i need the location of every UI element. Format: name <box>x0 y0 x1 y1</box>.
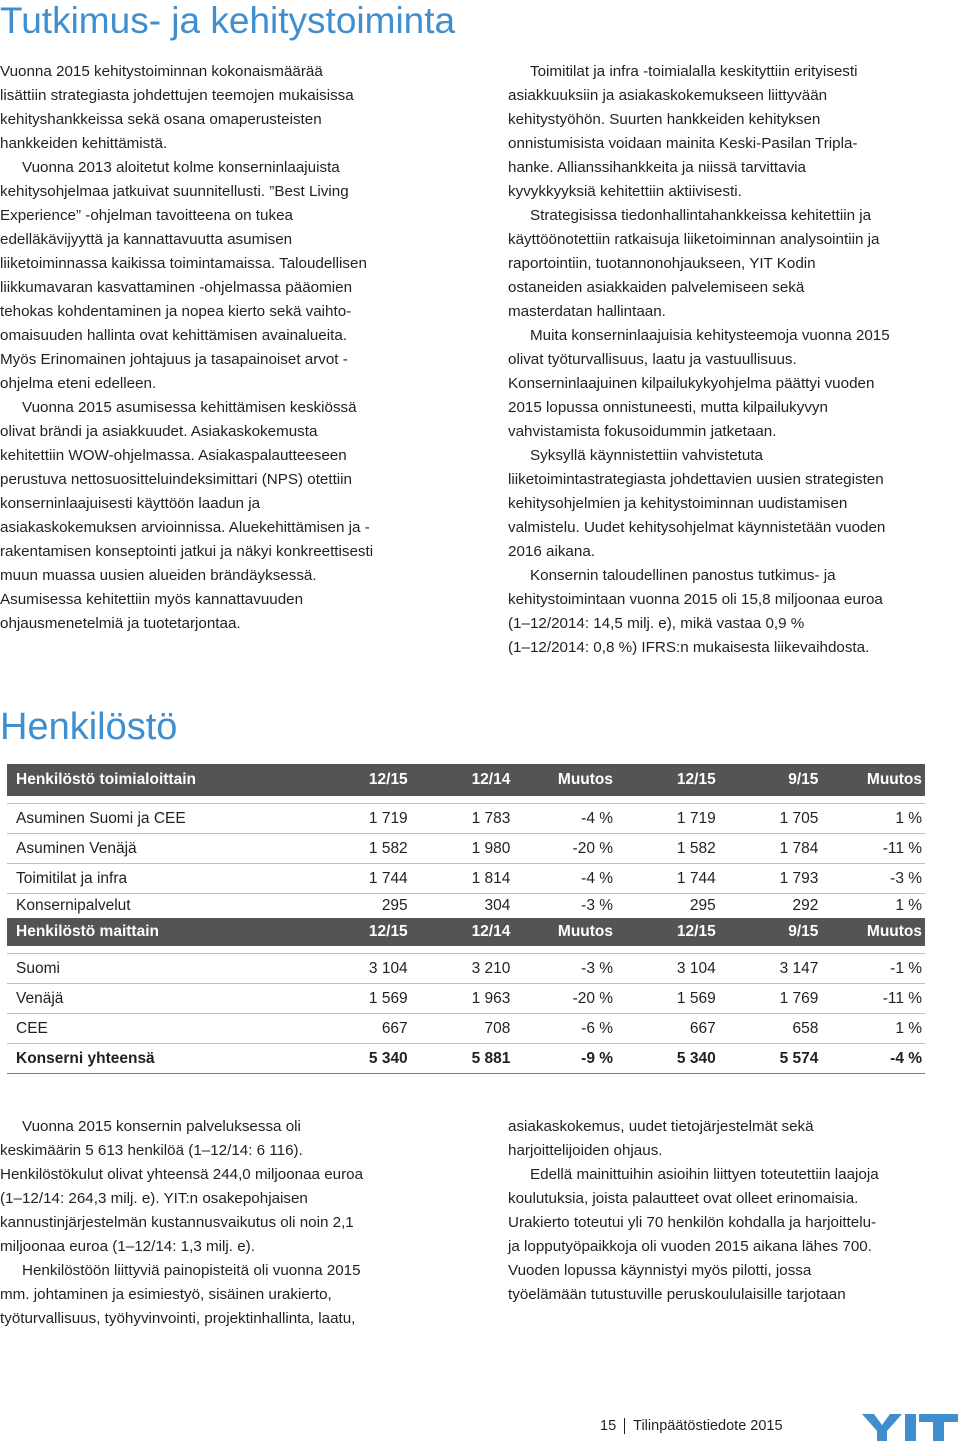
table-row <box>7 954 925 984</box>
table-cell: -3 % <box>581 897 614 914</box>
table-cell: 1 % <box>895 1019 923 1037</box>
table-row <box>7 804 925 834</box>
table-cell: 667 <box>689 1019 716 1037</box>
table-header-cell: 12/14 <box>471 923 511 940</box>
table-row <box>7 1014 925 1044</box>
table-cell: -4 % <box>581 869 614 887</box>
table-header-cell: 12/15 <box>368 923 408 940</box>
table-total-row <box>7 1044 925 1074</box>
table-cell: 658 <box>792 1019 819 1037</box>
table-cell: 5 574 <box>779 1049 819 1067</box>
table-row <box>7 984 925 1014</box>
table-row <box>7 834 925 864</box>
table-cell: 295 <box>381 897 408 914</box>
table-cell: 1 % <box>895 897 923 914</box>
table-cell: -11 % <box>882 989 923 1007</box>
table-cell: 1 980 <box>471 839 511 857</box>
table-header-row <box>7 918 925 946</box>
table-cell: 295 <box>689 897 716 914</box>
paragraph: Konsernin taloudellinen panostus tutkimus- ja kehitystoimintaan vuonna 2015 oli 15,8 miljoonaa euroa (1–12/2014: 14,5 milj. e), mikä vastaa 0,9 % (1–12/2014: 0,8 %) IFRS:n mukaisesta liikevaihdosta. <box>508 567 883 656</box>
table-header-cell: Henkilöstö toimialoittain <box>16 771 196 788</box>
paragraph: asiakaskokemus, uudet tietojärjestelmät sekä harjoittelijoiden ohjaus. <box>508 1118 814 1159</box>
table-cell: 708 <box>484 1019 511 1037</box>
table-cell: 1 569 <box>368 989 408 1007</box>
table-header-cell: Henkilöstö maittain <box>16 923 159 940</box>
staff-table <box>7 764 925 1074</box>
table-cell: -4 % <box>890 1049 923 1067</box>
document-title: Tilinpäätöstiedote 2015 <box>633 1418 783 1434</box>
paragraph: Vuonna 2015 konsernin palveluksessa oli keskimäärin 5 613 henkilöä (1–12/14: 6 116). Henkilöstökulut olivat yhteensä 244,0 miljoonaa euroa (1–12/14: 264,3 milj. e). YIT:n osakepohjaisen kannustinjärjestelmän kustannusvaikutus oli noin 2,1 miljoonaa euroa (1–12/14: 1,3 milj. e). <box>0 1118 364 1255</box>
table-cell: 5 340 <box>676 1049 716 1067</box>
paragraph: Edellä mainittuihin asioihin liittyen toteutettiin laajoja koulutuksia, joista palautteet ovat olleet erinomaisia. Urakierto toteutui yli 70 henkilön kohdalla ja harjoittelu- ja lopputyöpaikkoja oli vuoden 2015 aikana lähes 700. Vuoden lopussa käynnistyi myös pilotti, jossa työelämään tutustuville peruskoululaisille tarjotaan <box>508 1166 879 1303</box>
table-cell: Venäjä <box>16 989 64 1007</box>
table-cell: 1 705 <box>779 809 819 827</box>
paragraph: Vuonna 2015 asumisessa kehittämisen keskiössä olivat brändi ja asiakkuudet. Asiakaskokemusta kehitettiin WOW-ohjelmassa. Asiakaspalautteeseen perustuva nettosuositteluindeksimittari (NPS) otettiin konserninlaajuisesti käyttöön laadun ja asiakaskokemuksen arvioinnissa. Aluekehittämisen ja - rakentamisen konseptointi jatkui ja näkyi konkreettisesti muun muassa uusien alueiden brändäyksessä. Asumisessa kehitettiin myös kannattavuuden ohjausmenetelmiä ja tuotetarjontaa. <box>0 399 374 632</box>
table-cell: 5 340 <box>368 1049 408 1067</box>
rd-right-column <box>508 60 948 660</box>
section-title-staff: Henkilöstö <box>0 706 178 748</box>
table-header-cell: 9/15 <box>788 923 819 940</box>
table-cell: -9 % <box>581 1049 614 1067</box>
table-cell: -6 % <box>581 1019 614 1037</box>
table-cell: 5 881 <box>471 1049 511 1067</box>
footer-divider <box>624 1418 625 1434</box>
table-cell: Toimitilat ja infra <box>16 869 128 887</box>
table-header-cell: Muutos <box>557 923 614 940</box>
table-cell: 1 963 <box>471 989 511 1007</box>
table-cell: 1 793 <box>779 869 819 887</box>
table-spacer <box>7 946 925 954</box>
table-cell: 667 <box>381 1019 408 1037</box>
table-cell: -1 % <box>890 959 923 977</box>
paragraph: Henkilöstöön liittyviä painopisteitä oli vuonna 2015 mm. johtaminen ja esimiestyö, sisäinen urakierto, työturvallisuus, työhyvinvointi, projektinhallinta, laatu, <box>0 1262 361 1327</box>
paragraph: Vuonna 2013 aloitetut kolme konserninlaajuista kehitysohjelmaa jatkuivat suunnitellusti. ”Best Living Experience” -ohjelman tavoitteena on tukea edelläkävijyyttä ja kannattavuutta asumisen liiketoiminnassa kaikissa toimintamaissa. Taloudellisen liikkumavaran kasvattaminen -ohjelmassa pääomien tehokas kohdentaminen ja nopea kierto sekä vaihto- omaisuuden hallinta ovat kehittämisen avainalueita. Myös Erinomainen johtajuus ja tasapainoiset arvot - ohjelma eteni edelleen. <box>0 159 367 392</box>
table-cell: 1 784 <box>779 839 819 857</box>
table-header-row <box>7 764 925 796</box>
table-header-cell: 12/15 <box>676 771 716 788</box>
table-cell: 1 744 <box>676 869 716 887</box>
rd-left-column <box>0 60 425 636</box>
table-cell: -4 % <box>581 809 614 827</box>
staff-right-column <box>508 1115 948 1307</box>
table-cell: 1 744 <box>368 869 408 887</box>
table-cell: Asuminen Suomi ja CEE <box>16 809 186 827</box>
table-cell: 1 719 <box>676 809 716 827</box>
table-cell: 1 582 <box>676 839 716 857</box>
page-footer <box>600 1418 783 1434</box>
page-number: 15 <box>600 1418 617 1434</box>
yit-logo <box>862 1414 958 1441</box>
table-cell: Konsernipalvelut <box>16 897 131 914</box>
table-cell: 3 147 <box>779 959 819 977</box>
section-title-rd: Tutkimus- ja kehitystoiminta <box>0 0 456 41</box>
paragraph: Muita konserninlaajuisia kehitysteemoja vuonna 2015 olivat työturvallisuus, laatu ja vastuullisuus. Konserninlaajuinen kilpailukykyohjelma päättyi vuoden 2015 lopussa onnistuneesti, mutta kilpailukyvyn vahvistamista fokusoidummin jatketaan. <box>508 327 890 440</box>
table-cell: CEE <box>16 1019 48 1037</box>
table-cell: -20 % <box>572 989 614 1007</box>
paragraph: Vuonna 2015 kehitystoiminnan kokonaismäärää lisättiin strategiasta johdettujen teemojen mukaisissa kehityshankkeissa sekä osana omaperusteisten hankkeiden kehittämistä. <box>0 63 354 152</box>
table-spacer <box>7 796 925 804</box>
table-cell: 3 210 <box>471 959 511 977</box>
table-cell: Konserni yhteensä <box>16 1049 155 1067</box>
table-cell: 304 <box>484 897 511 914</box>
table-header-cell: 12/14 <box>471 771 511 788</box>
table-cell: 1 769 <box>779 989 819 1007</box>
table-header-cell: Muutos <box>866 923 923 940</box>
staff-left-column <box>0 1115 425 1331</box>
table-header-cell: 12/15 <box>676 923 716 940</box>
table-cell: 1 814 <box>471 869 511 887</box>
table-cell: 1 % <box>895 809 923 827</box>
table-header-cell: Muutos <box>557 771 614 788</box>
paragraph: Syksyllä käynnistettiin vahvistetuta liiketoimintastrategiasta johdettavien uusien strategisten kehitysohjelmien ja kehitystoiminnan uudistamisen valmistelu. Uudet kehitysohjelmat käynnistetään vuoden 2016 aikana. <box>508 447 886 560</box>
paragraph: Toimitilat ja infra -toimialalla keskityttiin erityisesti asiakkuuksiin ja asiakaskokemukseen liittyvään kehitystyöhön. Suurten hankkeiden kehityksen onnistumisista voidaan mainita Keski-Pasilan Tripla- hanke. Allianssihankkeita ja niissä tarvittavia kyvykkyyksiä kehitettiin aktiivisesti. <box>508 63 858 200</box>
table-cell: 1 783 <box>471 809 511 827</box>
table-row <box>7 894 925 918</box>
table-header-cell: 12/15 <box>368 771 408 788</box>
table-cell: -11 % <box>882 839 923 857</box>
table-cell: Suomi <box>16 959 60 977</box>
table-header-cell: Muutos <box>866 771 923 788</box>
table-cell: 1 582 <box>368 839 408 857</box>
paragraph: Strategisissa tiedonhallintahankkeissa kehitettiin ja käyttöönotettiin ratkaisuja liiketoiminnan analysointiin ja raportointiin, tuotannonohjaukseen, YIT Kodin ostaneiden asiakkaiden palvelemiseen sekä masterdatan hallintaan. <box>508 207 880 320</box>
table-row <box>7 864 925 894</box>
table-header-cell: 9/15 <box>788 771 819 788</box>
table-cell: -3 % <box>890 869 923 887</box>
table-cell: 3 104 <box>676 959 716 977</box>
table-cell: 292 <box>792 897 819 914</box>
table-cell: 3 104 <box>368 959 408 977</box>
table-cell: 1 719 <box>368 809 408 827</box>
table-cell: Asuminen Venäjä <box>16 839 137 857</box>
table-cell: -20 % <box>572 839 614 857</box>
table-cell: -3 % <box>581 959 614 977</box>
table-cell: 1 569 <box>676 989 716 1007</box>
